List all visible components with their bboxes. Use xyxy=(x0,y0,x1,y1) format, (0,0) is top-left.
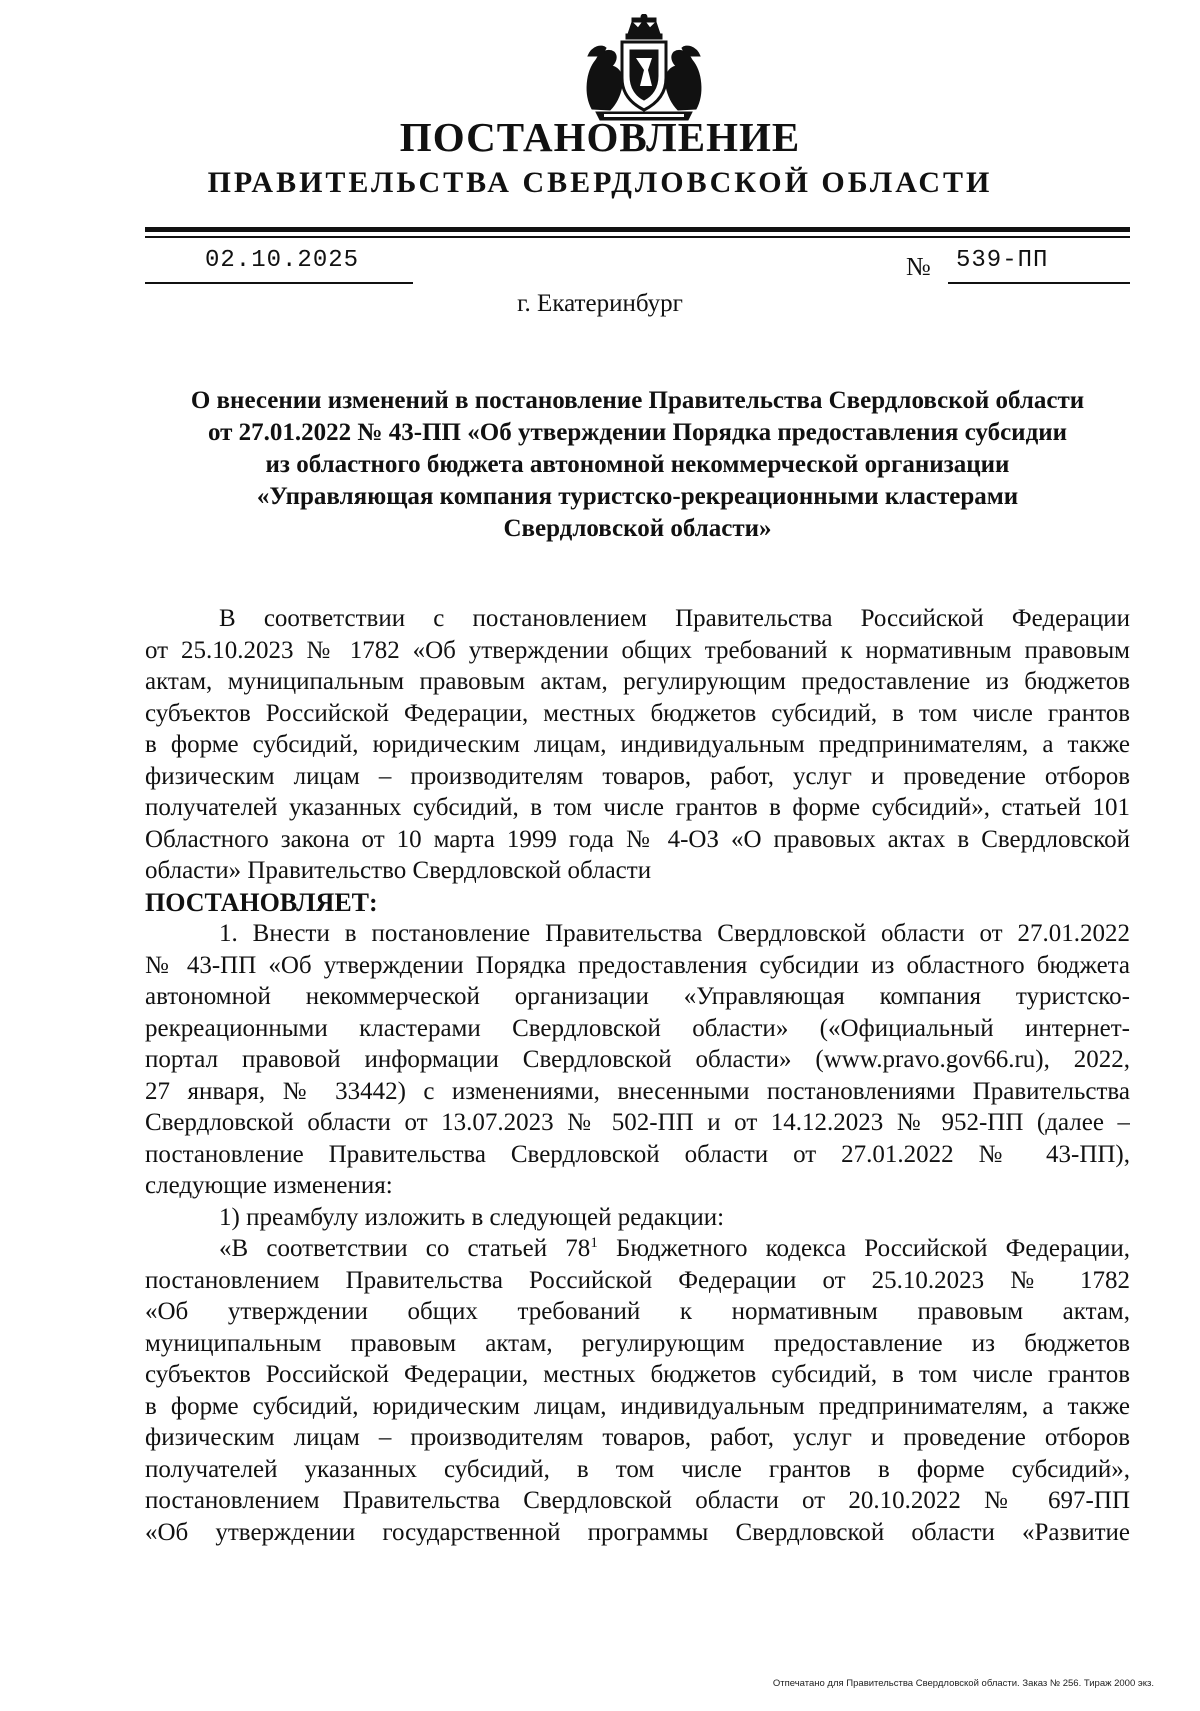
body-line: 1. Внести в постановление Правительства Свердловской области от 27.01.2022 xyxy=(219,920,1130,947)
number-underline xyxy=(948,282,1130,284)
body-line: субъектов Российской Федерации, местных бюджетов субсидий, в том числе грантов xyxy=(145,699,1130,727)
date-underline xyxy=(145,282,413,284)
heading-line: «Управляющая компания туристско-рекреационными кластерами xyxy=(256,483,1019,510)
document-heading xyxy=(145,385,1130,545)
body-line: В соответствии с постановлением Правительства Российской Федерации xyxy=(219,605,1130,632)
body-line: области» Правительство Свердловской области xyxy=(145,857,652,884)
body-line: автономной некоммерческой организации «Управляющая компания туристско- xyxy=(145,983,1130,1010)
resolution-keyword: ПОСТАНОВЛЯЕТ: xyxy=(145,887,378,917)
body-line: физическим лицам – производителям товаров, работ, услуг и проведение отборов xyxy=(145,762,1130,790)
body-line: «Об утверждении государственной программы Свердловской области «Развитие xyxy=(145,1518,1130,1546)
header-rule-thin xyxy=(145,236,1130,238)
body-line: Свердловской области от 13.07.2023 № 502-ПП и от 14.12.2023 № 952-ПП (далее – xyxy=(145,1109,1130,1136)
body-line-with-superscript xyxy=(145,1233,1130,1265)
superscript-article-index: 1 xyxy=(590,1235,598,1251)
document-number: 539-ПП xyxy=(956,247,1049,274)
body-line: рекреационными кластерами Свердловской области» («Официальный интернет- xyxy=(145,1014,1130,1042)
body-line: следующие изменения: xyxy=(145,1172,393,1199)
body-line: муниципальным правовым актам, регулирующим предоставление из бюджетов xyxy=(145,1329,1130,1357)
body-line: постановление Правительства Свердловской области от 27.01.2022 № 43-ПП), xyxy=(145,1140,1130,1168)
document-date: 02.10.2025 xyxy=(205,247,360,274)
heading-line: О внесении изменений в постановление Правительства Свердловской области xyxy=(190,387,1085,414)
heading-line: из областного бюджета автономной некоммерческой организации xyxy=(265,451,1010,478)
body-line: субъектов Российской Федерации, местных бюджетов субсидий, в том числе грантов xyxy=(145,1361,1130,1388)
document-type-title: ПОСТАНОВЛЕНИЕ xyxy=(399,114,801,160)
body-text-fragment: «В соответствии со статьей 78 xyxy=(219,1235,591,1262)
body-line: в форме субсидий, юридическим лицам, индивидуальным предпринимателям, а также xyxy=(145,731,1130,758)
document-body xyxy=(145,603,1130,1548)
city-of-issue: г. Екатеринбург xyxy=(517,290,683,317)
body-line: 1) преамбулу изложить в следующей редакции: xyxy=(219,1203,725,1231)
body-line: Областного закона от 10 марта 1999 года № 4-ОЗ «О правовых актах в Свердловской xyxy=(145,825,1130,853)
body-line: № 43-ПП «Об утверждении Порядка предоставления субсидии из областного бюджета xyxy=(145,951,1130,979)
header-rule-thick xyxy=(145,227,1130,232)
body-line: получателей указанных субсидий, в том числе грантов в форме субсидий», xyxy=(145,1455,1130,1483)
sverdlovsk-coat-of-arms-icon xyxy=(574,14,714,124)
body-line: постановлением Правительства Российской Федерации от 25.10.2023 № 1782 xyxy=(145,1266,1130,1294)
body-line: 27 января, № 33442) с изменениями, внесенными постановлениями Правительства xyxy=(145,1077,1130,1105)
body-line: в форме субсидий, юридическим лицам, индивидуальным предпринимателям, а также xyxy=(145,1392,1130,1420)
body-line: актам, муниципальным правовым актам, регулирующим предоставление из бюджетов xyxy=(145,668,1130,695)
number-sign: № xyxy=(906,252,931,281)
body-line: физическим лицам – производителям товаров, работ, услуг и проведение отборов xyxy=(145,1424,1130,1451)
body-line: от 25.10.2023 № 1782 «Об утверждении общих требований к нормативным правовым xyxy=(145,636,1130,664)
body-line: получателей указанных субсидий, в том числе грантов в форме субсидий», статьей 101 xyxy=(145,794,1130,821)
body-line: постановлением Правительства Свердловской области от 20.10.2022 № 697-ПП xyxy=(145,1487,1130,1514)
issuing-authority: ПРАВИТЕЛЬСТВА СВЕРДЛОВСКОЙ ОБЛАСТИ xyxy=(207,166,993,199)
heading-line: Свердловской области» xyxy=(503,515,772,542)
body-line: портал правовой информации Свердловской области» (www.pravo.gov66.ru), 2022, xyxy=(145,1046,1130,1073)
heading-line: от 27.01.2022 № 43-ПП «Об утверждении Порядка предоставления субсидии xyxy=(207,419,1068,446)
body-text-fragment: Бюджетного кодекса Российской Федерации, xyxy=(597,1235,1130,1262)
print-note: Отпечатано для Правительства Свердловской области. Заказ № 256. Тираж 2000 экз. xyxy=(772,1678,1154,1689)
body-line: «Об утверждении общих требований к нормативным правовым актам, xyxy=(145,1298,1130,1325)
